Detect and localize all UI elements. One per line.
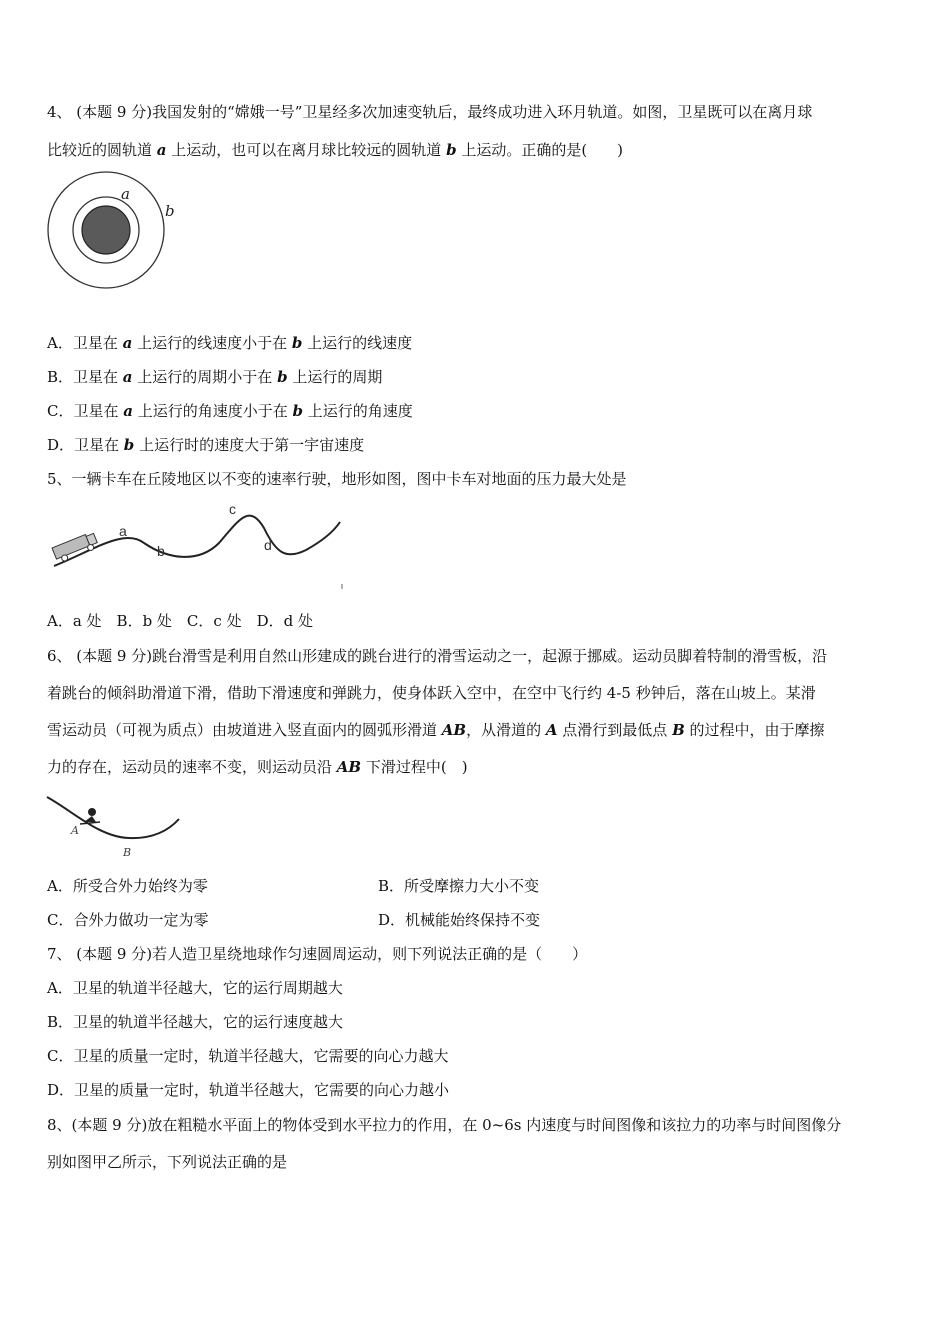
orbit-label-b: b [165, 202, 175, 220]
arc-label-A: A [71, 824, 79, 837]
q6-stem-line2: 着跳台的倾斜助滑道下滑，借助下滑速度和弹跳力，使身体跃入空中，在空中飞行约 4-5 秒钟后，落在山坡上。某滑 [47, 684, 816, 702]
truck-icon [52, 532, 99, 564]
q5-options: A．a 处 B．b 处 C．c 处 D．d 处 [47, 612, 313, 630]
q7-stem: 7、 (本题 9 分)若人造卫星绕地球作匀速圆周运动，则下列说法正确的是（ ） [47, 945, 588, 963]
q6-option-c: C．合外力做功一定为零 [47, 911, 209, 929]
q8-stem-line2: 别如图甲乙所示，下列说法正确的是 [47, 1153, 288, 1171]
arc-label-B: B [123, 846, 132, 859]
terrain-label-b: b [157, 543, 165, 559]
q6-option-d: D．机械能始终保持不变 [378, 911, 541, 929]
q8-stem-line1: 8、(本题 9 分)放在粗糙水平面上的物体受到水平拉力的作用，在 0~6s 内速度与时间图像和该拉力的功率与时间图像分 [47, 1116, 842, 1134]
q7-option-c: C．卫星的质量一定时，轨道半径越大，它需要的向心力越大 [47, 1047, 449, 1065]
q4-option-d: D．卫星在 b 上运行时的速度大于第一宇宙速度 [47, 436, 365, 454]
orbit-label-a: a [121, 185, 130, 203]
q6-slope-figure [44, 792, 189, 862]
q6-stem-line1: 6、 (本题 9 分)跳台滑雪是利用自然山形建成的跳台进行的滑雪运动之一，起源于挪威。运动员脚着特制的滑雪板，沿 [47, 647, 828, 665]
arc-track [47, 797, 179, 838]
q5-stem: 5、一辆卡车在丘陵地区以不变的速率行驶，地形如图，图中卡车对地面的压力最大处是 [47, 470, 627, 488]
terrain-label-d: d [264, 537, 272, 553]
q6-stem-line4: 力的存在，运动员的速率不变，则运动员沿 AB 下滑过程中( ) [47, 758, 468, 776]
q6-option-b: B．所受摩擦力大小不变 [378, 877, 540, 895]
q6-option-a: A．所受合外力始终为零 [47, 877, 208, 895]
q4-option-b: B．卫星在 a 上运行的周期小于在 b 上运行的周期 [47, 368, 383, 386]
q4-option-c: C．卫星在 a 上运行的角速度小于在 b 上运行的角速度 [47, 402, 413, 420]
q4-orbit-figure [44, 168, 184, 293]
q4-stem-line2: 比较近的圆轨道 a 上运动，也可以在离月球比较远的圆轨道 b 上运动。正确的是( ) [47, 141, 624, 159]
terrain-label-c: c [229, 501, 236, 517]
q7-option-a: A．卫星的轨道半径越大，它的运行周期越大 [47, 979, 343, 997]
skier-icon [80, 808, 100, 824]
q7-option-b: B．卫星的轨道半径越大，它的运行速度越大 [47, 1013, 344, 1031]
q4-option-a: A．卫星在 a 上运行的线速度小于在 b 上运行的线速度 [47, 334, 413, 352]
q5-terrain-figure [44, 498, 354, 593]
q4-stem-line1: 4、 (本题 9 分)我国发射的“嫦娥一号”卫星经多次加速变轨后，最终成功进入环月轨道。如图，卫星既可以在离月球 [47, 103, 813, 121]
q7-option-d: D．卫星的质量一定时，轨道半径越大，它需要的向心力越小 [47, 1081, 450, 1099]
q6-stem-line3: 雪运动员（可视为质点）由坡道进入竖直面内的圆弧形滑道 AB，从滑道的 A 点滑行到最低点 B 的过程中，由于摩擦 [47, 721, 825, 739]
moon [82, 206, 130, 254]
terrain-label-a: a [119, 523, 127, 539]
